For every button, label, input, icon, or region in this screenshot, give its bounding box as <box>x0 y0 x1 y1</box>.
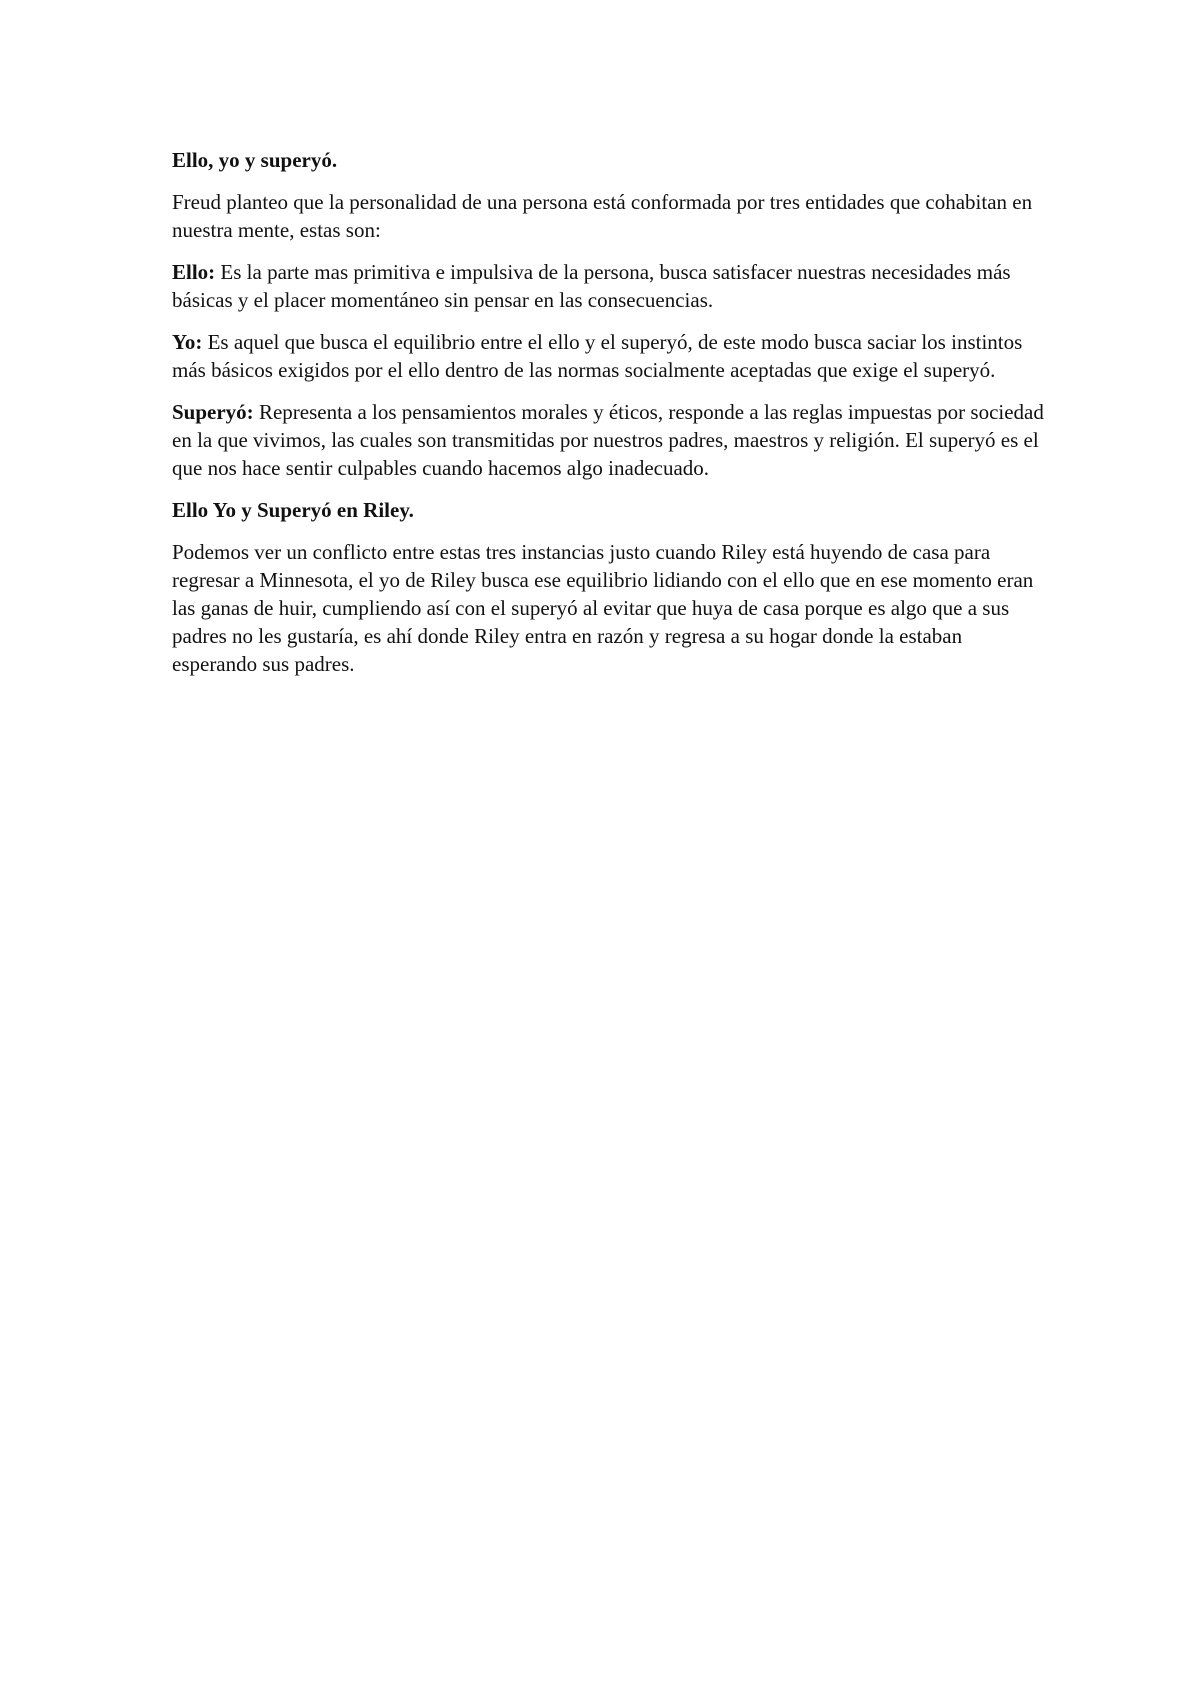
ello-paragraph <box>172 258 1052 314</box>
intro-paragraph: Freud planteo que la personalidad de una persona está conformada por tres entidades que cohabitan en nuestra mente, estas son: <box>172 190 1033 242</box>
yo-paragraph <box>172 328 1052 384</box>
ello-term: Ello: <box>172 260 216 284</box>
ello-definition: Es la parte mas primitiva e impulsiva de la persona, busca satisfacer nuestras necesidades más básicas y el placer momentáneo sin pensar en las consecuencias. <box>172 260 1011 312</box>
section-title: Ello Yo y Superyó en Riley. <box>172 498 414 522</box>
yo-definition: Es aquel que busca el equilibrio entre el ello y el superyó, de este modo busca saciar los instintos más básicos exigidos por el ello dentro de las normas socialmente aceptadas que exige el superyó. <box>172 330 1023 382</box>
superyo-term: Superyó: <box>172 400 254 424</box>
superyo-definition: Representa a los pensamientos morales y éticos, responde a las reglas impuestas por sociedad en la que vivimos, las cuales son transmitidas por nuestros padres, maestros y religión. El superyó es el que nos hace sentir culpables cuando hacemos algo inadecuado. <box>172 400 1044 480</box>
document-title: Ello, yo y superyó. <box>172 148 338 172</box>
superyo-paragraph <box>172 398 1052 482</box>
section-paragraph: Podemos ver un conflicto entre estas tres instancias justo cuando Riley está huyendo de casa para regresar a Minnesota, el yo de Riley busca ese equilibrio lidiando con el ello que en ese momento eran las ganas de huir, cumpliendo así con el superyó al evitar que huya de casa porque es algo que a sus padres no les gustaría, es ahí donde Riley entra en razón y regresa a su hogar donde la estaban esperando sus padres. <box>172 540 1034 676</box>
document-body <box>172 146 1052 692</box>
yo-term: Yo: <box>172 330 203 354</box>
